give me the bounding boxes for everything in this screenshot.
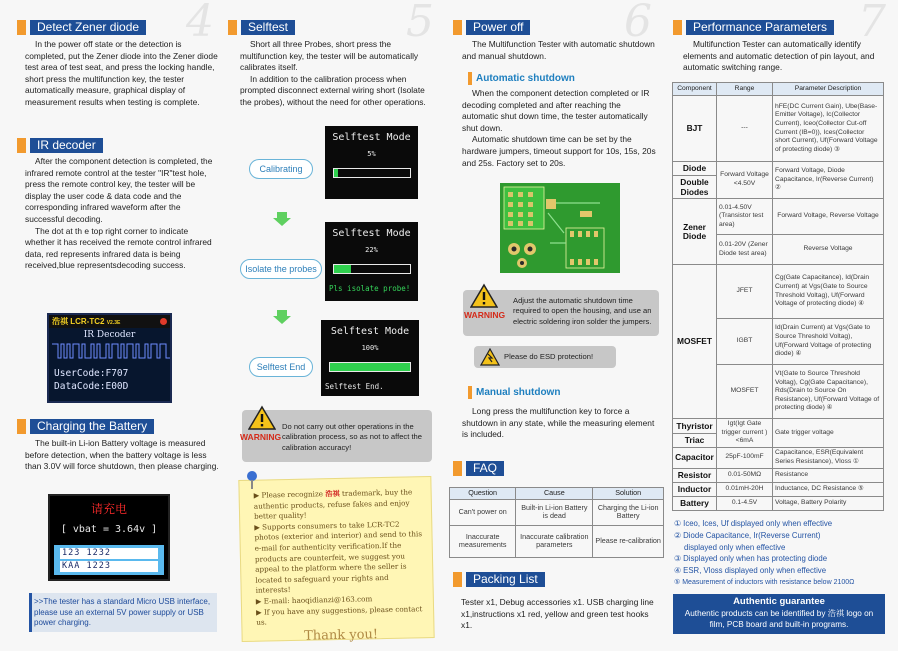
- data-code: DataCode:E00D: [54, 381, 129, 392]
- desc-cell: Voltage, Battery Polarity: [773, 496, 884, 510]
- warning-label: WARNING: [464, 310, 506, 320]
- segment-row: 123 1232: [60, 548, 158, 559]
- subheader-manual-shutdown: Manual shutdown: [468, 386, 560, 399]
- table-header: Question: [450, 488, 516, 500]
- brand-logo: 浩祺: [52, 317, 68, 326]
- progress-bar: [333, 264, 411, 274]
- screen-title: Selftest Mode: [330, 326, 410, 337]
- subheader-auto-shutdown: Automatic shutdown: [468, 72, 575, 85]
- section-header-selftest: Selftest: [228, 19, 295, 36]
- selftest-screen-3: [321, 320, 419, 396]
- desc-cell: Vt(Gate to Source Threshold Voltag), Cg(Gate Capacitance), Rds(Drain to Source On Resistance), Uf(Forward Voltage of protecting diode) ④: [773, 365, 884, 419]
- component-name: Triac: [684, 434, 705, 445]
- ir-screen-title: IR Decoder: [83, 330, 136, 340]
- footnote: ③ Displayed only when has protecting diode: [674, 554, 828, 564]
- desc-cell: hFE(DC Current Gain), Ube(Base-Emitter Voltage), Ic(Collector Current), Iceo(Collector Cut-off Current (IB=0)), Ices(Collector short Current), Uf(Forward Voltage of protecting diode) ③: [773, 96, 884, 162]
- authentic-guarantee: [673, 594, 885, 634]
- arrow-down-icon: [273, 212, 291, 226]
- ir-decoder-screen: [47, 313, 172, 403]
- faq-table: [449, 487, 664, 558]
- warning-text: Do not carry out other operations in the calibration process, so as not to affect the calibration accuracy!: [282, 422, 423, 452]
- table-cell: Please re-calibration: [593, 525, 664, 557]
- table-cell: Can't power on: [450, 499, 516, 525]
- desc-cell: Cg(Gate Capacitance), Id(Drain Current) at Vgs(Gate to Source Threshold Voltag), Uf(Forward Voltage of protecting diode) ④: [773, 265, 884, 319]
- desc-cell: Capacitance, ESR(Equivalent Series Resistance), Vloss ①: [773, 447, 884, 468]
- warning-label: WARNING: [240, 432, 282, 442]
- charging-text: The built-in Li-ion Battery voltage is measured before detection, when the battery voltage is less than 3.0V will force shutdown, then please charging.: [25, 438, 219, 472]
- warning-triangle-icon: [248, 405, 276, 430]
- step-bubble-isolate: Isolate the probes: [240, 259, 322, 279]
- note-text: Supports consumers to take LCR-TC2 photos (exterior and interior) and send to this e-mail for authenticity verification.If the products are counterfeit, we suggest you appeal to the platform where the seller is located to safeguard your rights and interests!: [254, 519, 423, 596]
- progress-bar: [329, 362, 411, 372]
- screen-message: Selftest End.: [325, 382, 384, 391]
- section-header-faq: FAQ: [453, 460, 504, 477]
- user-code: UserCode:F707: [54, 368, 129, 379]
- table-header: Solution: [593, 488, 664, 500]
- warning-triangle-icon: [470, 283, 498, 308]
- footnote: ① Iceo, Ices, Uf displayed only when effective: [674, 519, 833, 528]
- range-cell: Forward Voltage <4.50V: [717, 162, 773, 199]
- range-cell: IGBT: [717, 319, 773, 365]
- footnote: ⑤ Measurement of inductors with resistance below 2100Ω: [674, 578, 855, 586]
- ir-decoder-text: After the component detection is completed, the infrared remote control at the tester "IR"test hole, press the remote control key, the tester will be display the user code & data code and the corresponding infrared waveform after the successful decoding. The dot at th e top right corner to indicate whether it has received the remote control infrared data, red represents infrared data is being received,blue representsdecoding success.: [25, 156, 213, 271]
- screen-title: Selftest Mode: [332, 228, 411, 239]
- desc-cell: Inductance, DC Resistance ⑤: [773, 482, 884, 496]
- arrow-down-icon: [273, 310, 291, 324]
- range-cell: 0.01-50MΩ: [717, 468, 773, 482]
- screen-title: Selftest Mode: [332, 132, 411, 143]
- progress-bar: [333, 168, 411, 178]
- model-label: LCR-TC2: [70, 317, 105, 326]
- table-header: Cause: [516, 488, 593, 500]
- range-cell: JFET: [717, 265, 773, 319]
- desc-cell: Id(Drain Current) at Vgs(Gate to Source Threshold Voltag), Uf(Forward Voltage of protecting diode) ④: [773, 319, 884, 365]
- authenticity-note: ▶ Please recognize 浩祺 trademark, buy the authentic products, refuse fakes and enjoy better quality! ▶ Supports consumers to take LCR-TC2 photos (exterior and interior) and send to this e-mail for authenticity verification.If the products are counterfeit, we suggest you appeal to the platform where the seller is located to safeguard your rights and interests! ▶ E-mail: haoqidianzi@163.com ▶ If you have any suggestions, please contact us. Thank you!: [238, 476, 434, 642]
- desc-cell: Resistance: [773, 468, 884, 482]
- page-number: 5: [406, 0, 434, 47]
- selftest-screen-2: [325, 222, 418, 301]
- guarantee-title: Authentic guarantee: [733, 596, 825, 607]
- parameter-footnotes: [674, 518, 889, 589]
- usb-footnote: >>The tester has a standard Micro USB interface, please use an external 5V power supply or USB power charging.: [34, 597, 211, 628]
- charge-screen-title: 请充电: [90, 502, 127, 516]
- vbat-readout: [ vbat = 3.64v ]: [60, 524, 158, 535]
- component-name: Double Diodes: [680, 177, 709, 197]
- table-header: Component: [673, 83, 717, 96]
- manual-shutdown-text: Long press the multifunction key to force a shutdown in any state, while the measuring element is included.: [462, 406, 655, 440]
- parameters-table: [672, 82, 884, 511]
- page-number: 6: [624, 0, 652, 47]
- version-label: V2.3E: [106, 320, 121, 326]
- esd-warning-icon: [480, 348, 500, 366]
- table-cell: Built-in Li-ion Battery is dead: [516, 499, 593, 525]
- charge-screen: [48, 494, 170, 581]
- page-number: 4: [186, 0, 214, 47]
- section-header-packing: Packing List: [453, 571, 545, 588]
- footnote: ④ ESR, Vloss displayed only when effective: [674, 566, 827, 576]
- email-link[interactable]: E-mail: haoqidianzi@163.com: [263, 594, 373, 606]
- table-header: Parameter Description: [773, 83, 884, 96]
- component-name: Resistor: [673, 468, 717, 482]
- range-cell: 0.1-4.5V: [717, 496, 773, 510]
- table-cell: Inaccurate calibration parameters: [516, 525, 593, 557]
- page-number: 7: [858, 0, 886, 47]
- section-header-ir-decoder: IR decoder: [17, 137, 103, 154]
- note-text: Please recognize: [261, 489, 324, 500]
- guarantee-text: Authentic products can be identified by 浩祺 logo on film, PCB board and built-in programs.: [684, 609, 874, 629]
- desc-cell: Forward Voltage, Diode Capacitance, Ir(Reverse Current) ②: [773, 162, 884, 199]
- range-cell: 0.01-20V (Zener Diode test area): [717, 235, 773, 265]
- component-name: Diode: [673, 162, 716, 176]
- range-cell: 0.01-4.50V (Transistor test area): [717, 199, 773, 235]
- detect-zener-text: In the power off state or the detection is completed, put the Zener diode into the Zener diode test area of test seat, and press the locking handle, short press the multifunction key, the tester automatically measure, graphical display of measurement results when testing is complete.: [25, 39, 218, 107]
- component-name: Thyristor: [673, 420, 716, 434]
- step-bubble-selftest-end: Selftest End: [249, 357, 313, 377]
- esd-text: Please do ESD protection!: [504, 352, 594, 361]
- auto-shutdown-text: When the component detection completed or IR decoding completed and after reaching the automatic shut down time, the tester automatically shut down. Automatic shutdown time can be set by the hardware jumpers, timeout support for 10s, 15s, 20s and 25s. Factory set to 20s.: [462, 88, 656, 168]
- range-cell: 0.01mH-20H: [717, 482, 773, 496]
- component-name: Inductor: [673, 482, 717, 496]
- note-text: If you have any suggestions, please contact us.: [256, 603, 423, 627]
- section-header-performance: Performance Parameters: [673, 19, 834, 36]
- desc-cell: Gate trigger voltage: [773, 419, 884, 448]
- footnote: ② Diode Capacitance, Ir(Reverse Current): [674, 530, 821, 540]
- component-name: Zener Diode: [673, 199, 717, 265]
- screen-message: Pls isolate probe!: [329, 284, 411, 293]
- progress-pct: 22%: [365, 246, 378, 254]
- thank-you: Thank you!: [303, 626, 379, 644]
- component-name: Capacitor: [673, 447, 717, 468]
- range-cell: Igt(Igt Gate trigger current )<6mA: [717, 419, 773, 448]
- footnote: displayed only when effective: [684, 542, 786, 552]
- performance-intro: Multifunction Tester can automatically identify elements and automatic detection of pin layout, and automatic switching range.: [683, 39, 875, 73]
- packing-list-text: Tester x1, Debug accessories x1. USB charging line x1,instructions x1 red, yellow and green test hooks x1.: [461, 597, 654, 631]
- table-cell: Inaccurate measurements: [450, 525, 516, 557]
- warning-text: Adjust the automatic shutdown time required to open the housing, and use an electric soldering iron solder the jumpers.: [513, 296, 652, 326]
- table-header: Range: [717, 83, 773, 96]
- range-cell: 25pF-100mF: [717, 447, 773, 468]
- note-text: trademark, buy the authentic products, refuse fakes and enjoy better quality!: [253, 487, 413, 521]
- brand-logo: 浩祺: [325, 488, 340, 499]
- progress-pct: 100%: [361, 344, 379, 352]
- component-name: BJT: [673, 96, 717, 162]
- power-off-intro: The Multifunction Tester with automatic shutdown and manual shutdown.: [462, 39, 655, 61]
- ir-waveform: [52, 340, 170, 362]
- table-cell: Charging the Li-ion Battery: [593, 499, 664, 525]
- desc-cell: Forward Voltage, Reverse Voltage: [773, 199, 884, 235]
- selftest-text: Short all three Probes, short press the multifunction key, the tester will be automatically calibrates itself. In addition to the calibration process when prompted disconnect external wiring short (Isolate the probes), without the need for other operations.: [240, 39, 426, 107]
- range-cell: ---: [717, 96, 773, 162]
- progress-pct: 5%: [367, 150, 376, 158]
- section-header-power-off: Power off: [453, 19, 530, 36]
- section-header-detect-zener: Detect Zener diode: [17, 19, 146, 36]
- pcb-jumper-photo: [500, 183, 620, 273]
- component-name: Battery: [673, 496, 717, 510]
- ir-indicator-dot: [160, 318, 167, 325]
- selftest-screen-1: [325, 126, 418, 199]
- pushpin-icon: [245, 470, 259, 490]
- desc-cell: Reverse Voltage: [773, 235, 884, 265]
- segment-row: KAA 1223: [60, 561, 158, 572]
- component-name: MOSFET: [673, 265, 717, 419]
- step-bubble-calibrating: Calibrating: [249, 159, 313, 179]
- range-cell: MOSFET: [717, 365, 773, 419]
- section-header-charging: Charging the Battery: [17, 418, 154, 435]
